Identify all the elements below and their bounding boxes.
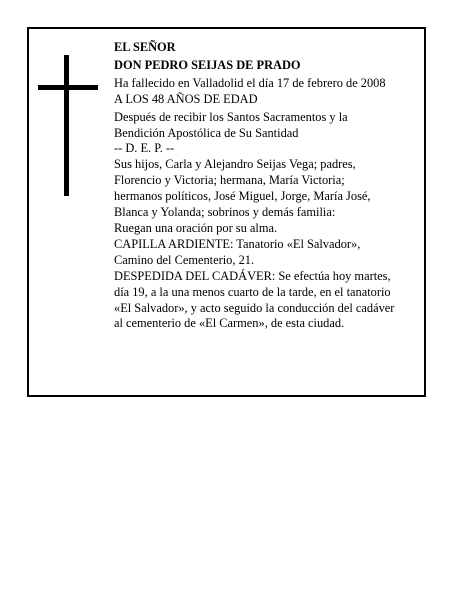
notice-line: -- D. E. P. -- xyxy=(114,141,175,156)
notice-line: Bendición Apostólica de Su Santidad xyxy=(114,125,299,140)
deceased-name: DON PEDRO SEIJAS DE PRADO xyxy=(114,57,301,72)
notice-line: Ruegan una oración por su alma. xyxy=(114,220,278,235)
notice-line: al cementerio de «El Carmen», de esta ciudad. xyxy=(114,316,345,331)
notice-line: A LOS 48 AÑOS DE EDAD xyxy=(114,91,258,106)
cross-horizontal-bar xyxy=(38,85,98,90)
notice-line: Ha fallecido en Valladolid el día 17 de febrero de 2008 xyxy=(114,75,386,90)
notice-line: día 19, a la una menos cuarto de la tarde, en el tanatorio xyxy=(114,284,391,299)
notice-line: DESPEDIDA DEL CADÁVER: Se efectúa hoy martes, xyxy=(114,268,391,283)
notice-line: «El Salvador», y acto seguido la conducción del cadáver xyxy=(114,300,395,315)
notice-line: Florencio y Victoria; hermana, María Victoria; xyxy=(114,173,345,188)
notice-line: Sus hijos, Carla y Alejandro Seijas Vega; padres, xyxy=(114,157,356,172)
obituary-text xyxy=(114,40,426,332)
notice-title: EL SEÑOR xyxy=(114,40,176,54)
notice-line: CAPILLA ARDIENTE: Tanatorio «El Salvador», xyxy=(114,236,361,251)
notice-line: hermanos políticos, José Miguel, Jorge, María José, xyxy=(114,189,371,204)
cross-vertical-bar xyxy=(64,55,69,196)
notice-line: Después de recibir los Santos Sacramentos y la xyxy=(114,109,348,124)
notice-line: Blanca y Yolanda; sobrinos y demás familia: xyxy=(114,205,336,220)
notice-line: Camino del Cementerio, 21. xyxy=(114,252,255,267)
